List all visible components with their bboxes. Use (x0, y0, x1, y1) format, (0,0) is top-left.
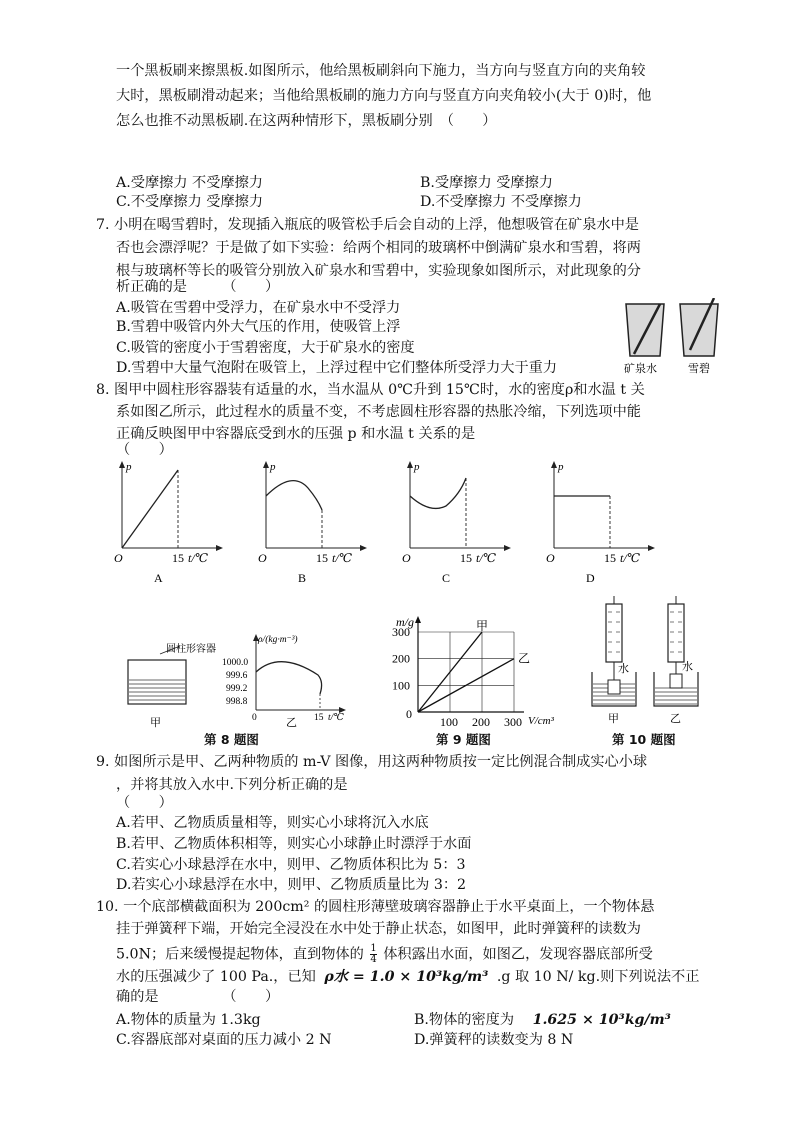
figure-8-caption: 第 8 题图 (204, 732, 259, 747)
q10-option-c: C.容器底部对桌面的压力减小 2 N (116, 1032, 332, 1048)
fig10-jia-label: 甲 (608, 713, 619, 725)
q8-origin: O (546, 551, 555, 565)
q8-option-letter: B (298, 571, 307, 585)
figure-10-caption: 第 10 题图 (612, 732, 676, 747)
y-axis-label: m/g (396, 616, 414, 629)
q9-option-c: C.若实心小球悬浮在水中，则甲、乙物质体积比为 5：3 (116, 857, 466, 873)
q10-option-b-text: B.物体的密度为 (414, 1012, 515, 1028)
q8-axis-t: t/℃ (476, 551, 497, 565)
sprite-cup (680, 298, 718, 356)
q8-origin: O (402, 551, 411, 565)
q9-option-d: D.若实心小球悬浮在水中，则甲、乙物质质量比为 3：2 (116, 877, 467, 893)
q10-text-line (116, 968, 699, 987)
q9-option-b: B.若甲、乙物质体积相等，则实心小球静止时漂浮于水面 (116, 836, 472, 852)
y-tick-label: 100 (392, 678, 410, 693)
q8-tick-15: 15 (604, 551, 616, 565)
q8-tick-15: 15 (172, 551, 184, 565)
figure-8 (120, 630, 370, 730)
density-x15: 15 (314, 713, 324, 723)
mineral-water-label: 矿泉水 (624, 363, 657, 375)
q9-text-line: （ ） (116, 795, 173, 811)
density-tick: 999.6 (226, 671, 248, 681)
q7-text-line: 7. 小明在喝雪碧时，发现插入瓶底的吸管松手后会自动的上浮，他想吸管在矿泉水中是 (96, 217, 639, 233)
q8-origin: O (114, 551, 123, 565)
q9-text-line: ，并将其放入水中.下列分析正确的是 (116, 777, 348, 793)
x-tick-label: 100 (440, 715, 458, 729)
fig8-jia-label: 甲 (150, 717, 161, 729)
q8-text-line: 8. 图甲中圆柱形容器装有适量的水，当水温从 0℃升到 15℃时，水的密度ρ和水温 t 关 (96, 382, 645, 398)
density-tick: 999.2 (226, 684, 248, 694)
density-tick: 1000.0 (222, 658, 249, 668)
q8-axis-p: p (414, 461, 420, 473)
q10-line4-end: .g 取 10 N/ kg.则下列说法不正 (496, 969, 700, 985)
q8-graph-c (402, 461, 511, 585)
mineral-water-cup (626, 304, 664, 356)
q8-axis-p: p (270, 461, 276, 473)
density-tick: 998.8 (226, 697, 248, 707)
q8-text-line: （ ） (116, 442, 173, 458)
fig10-water-label: 水 (618, 663, 629, 675)
q10-option-a: A.物体的质量为 1.3kg (116, 1012, 261, 1028)
q6-text-line: 怎么也推不动黑板刷.在这两种情形下，黑板刷分别 （ ） (116, 113, 497, 129)
x-axis-label: V/cm³ (528, 715, 554, 727)
q8-curve (266, 481, 322, 510)
straw-cups-figure (618, 298, 728, 376)
q7-option-b: B.雪碧中吸管内外大气压的作用，使吸管上浮 (116, 319, 401, 335)
q8-curve (122, 470, 178, 548)
density-origin: 0 (252, 713, 257, 723)
spring-scale-yi (654, 596, 698, 706)
q6-option-d: D.不受摩擦力 不受摩擦力 (420, 194, 582, 210)
fig10-yi-label: 乙 (670, 713, 681, 725)
fraction-numerator: 1 (370, 943, 377, 954)
container-label: 圆柱形容器 (166, 644, 216, 655)
origin-label: 0 (406, 707, 412, 721)
q8-tick-15: 15 (460, 551, 472, 565)
figure-10 (586, 594, 716, 730)
q6-option-a: A.受摩擦力 不受摩擦力 (116, 175, 263, 191)
q7-option-a: A.吸管在雪碧中受浮力，在矿泉水中不受浮力 (116, 300, 401, 316)
object-density-formula: 1.625 × 10³kg/m³ (532, 1012, 671, 1028)
series-label: 乙 (518, 651, 531, 666)
fig10-water-label: 水 (682, 661, 693, 673)
q8-option-letter: A (154, 571, 163, 585)
q8-origin: O (258, 551, 267, 565)
q8-axis-t: t/℃ (188, 551, 209, 565)
q8-text-line: 正确反映图甲中容器底受到水的压强 p 和水温 t 关系的是 (116, 426, 476, 442)
y-tick-label: 300 (392, 625, 410, 639)
q8-option-graphs (110, 458, 680, 588)
x-tick-label: 300 (504, 715, 522, 729)
q7-option-d: D.雪碧中大量气泡附在吸管上，上浮过程中它们整体所受浮力大于重力 (116, 360, 558, 376)
quarter-fraction (370, 944, 376, 965)
q8-axis-p: p (558, 461, 564, 473)
series-label: 甲 (476, 619, 489, 633)
q9-text-line: 9. 如图所示是甲、乙两种物质的 m-V 图像，用这两种物质按一定比例混合制成实心小球 (96, 754, 648, 770)
q8-axis-t: t/℃ (620, 551, 641, 565)
q9-option-a: A.若甲、乙物质质量相等，则实心小球将沉入水底 (116, 815, 429, 831)
fig8-yi-label: 乙 (286, 717, 297, 729)
q7-option-c: C.吸管的密度小于雪碧密度，大于矿泉水的密度 (116, 340, 415, 356)
figure-9-caption: 第 9 题图 (436, 732, 491, 747)
x-tick-label: 200 (472, 715, 490, 729)
fraction-denominator: 4 (370, 954, 377, 965)
water-density-formula: ρ水 = 1.0 × 10³kg/m³ (324, 969, 489, 985)
q10-text-line: 10. 一个底部横截面积为 200cm² 的圆柱形薄壁玻璃容器静止于水平桌面上，一个物体悬 (96, 899, 655, 915)
spring-scale-jia (592, 596, 636, 706)
figure-9-mv-chart (378, 616, 558, 732)
density-graph (222, 634, 346, 723)
density-axis-label: ρ/(kg·m⁻³) (258, 635, 298, 645)
q6-option-c: C.不受摩擦力 受摩擦力 (116, 194, 264, 210)
q10-line4-start: 水的压强减少了 100 Pa.，已知 (116, 969, 316, 985)
q8-option-letter: C (442, 571, 451, 585)
y-tick-label: 200 (392, 651, 410, 666)
q8-graph-d (546, 461, 655, 585)
q8-option-letter: D (586, 571, 595, 585)
q10-text-line: 挂于弹簧秤下端，开始完全浸没在水中处于静止状态，如图甲，此时弹簧秤的读数为 (116, 921, 641, 937)
q8-graph-a (114, 461, 223, 585)
q6-text-line: 大时，黑板刷滑动起来；当他给黑板刷的施力方向与竖直方向夹角较小(大于 0)时，他 (116, 88, 652, 104)
q10-text-line: 确的是 （ ） (116, 989, 280, 1005)
q10-option-b (414, 1011, 671, 1030)
q6-option-b: B.受摩擦力 受摩擦力 (420, 175, 553, 191)
q7-text-line: 析正确的是 （ ） (116, 279, 280, 295)
q10-text-line (116, 944, 653, 965)
q10-line3-end: 体积露出水面，如图乙，发现容器底部所受 (383, 946, 653, 963)
q7-text-line: 根与玻璃杯等长的吸管分别放入矿泉水和雪碧中，实验现象如图所示，对此现象的分 (116, 263, 641, 279)
sprite-label: 雪碧 (688, 363, 710, 375)
q8-text-line: 系如图乙所示，此过程水的质量不变，不考虑圆柱形容器的热胀冷缩，下列选项中能 (116, 404, 641, 420)
q8-graph-b (258, 461, 367, 585)
q7-text-line: 否也会漂浮呢？于是做了如下实验：给两个相同的玻璃杯中倒满矿泉水和雪碧，将两 (116, 240, 641, 256)
q8-axis-p: p (126, 461, 132, 473)
q8-axis-t: t/℃ (332, 551, 353, 565)
q8-tick-15: 15 (316, 551, 328, 565)
q6-text-line: 一个黑板刷来擦黑板.如图所示，他给黑板刷斜向下施力，当方向与竖直方向的夹角较 (116, 63, 646, 79)
density-xunit: t/℃ (328, 713, 344, 723)
q10-line3-start: 5.0N；后来缓慢提起物体，直到物体的 (116, 946, 364, 963)
q8-curve (410, 478, 466, 508)
q10-option-d: D.弹簧秤的读数变为 8 N (414, 1032, 574, 1048)
